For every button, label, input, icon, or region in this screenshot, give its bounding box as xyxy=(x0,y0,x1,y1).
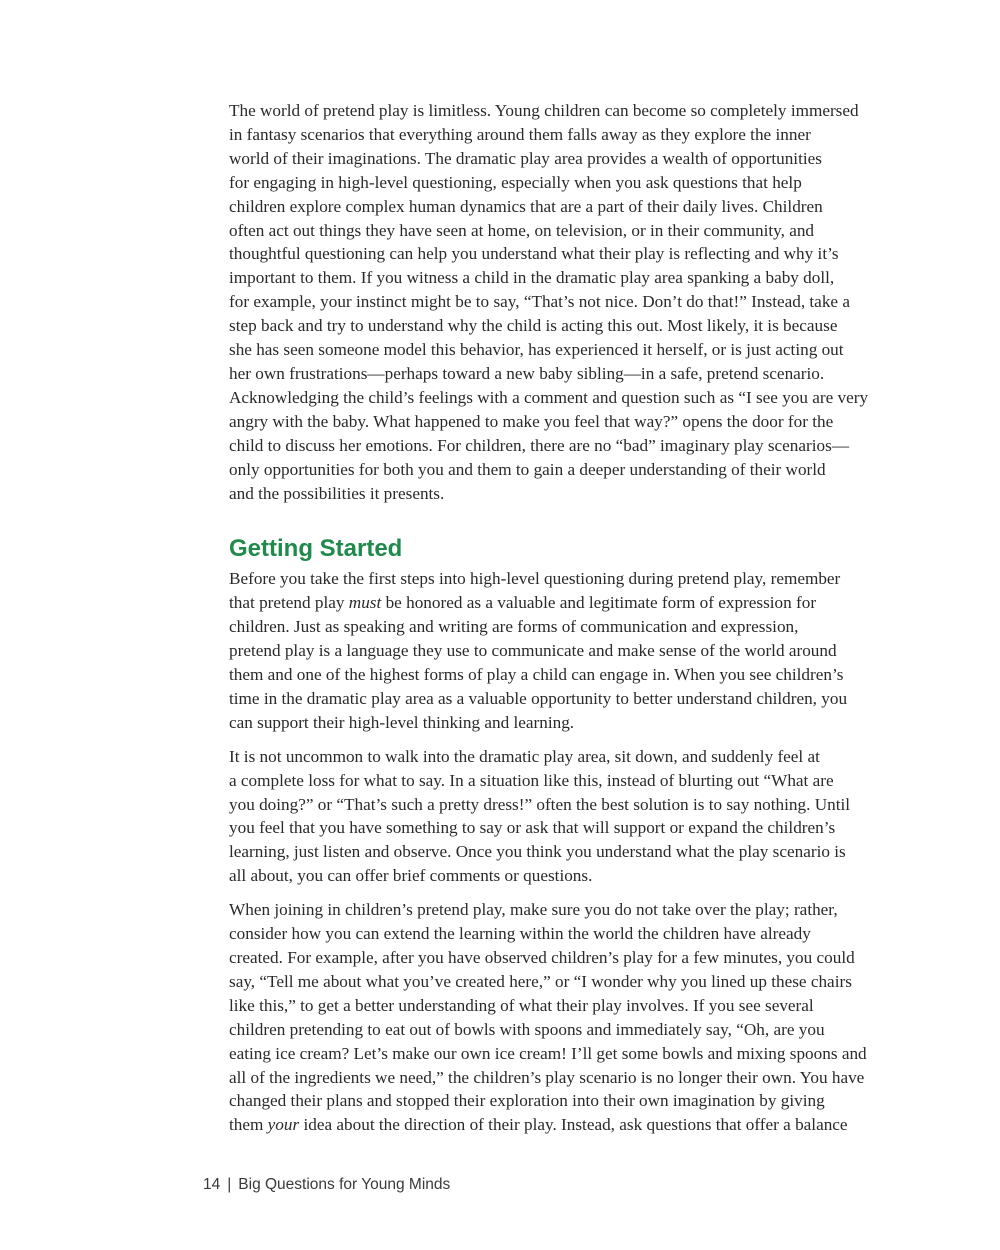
paragraph-line xyxy=(229,591,901,615)
intro-paragraph xyxy=(229,99,901,505)
section-paragraph-3 xyxy=(229,898,901,1137)
paragraph-line: like this,” to get a better understanding of what their play involves. If you see several xyxy=(229,995,814,1015)
intro-line: for engaging in high-level questioning, especially when you ask questions that help xyxy=(229,172,802,192)
intro-line: only opportunities for both you and them to gain a deeper understanding of their world xyxy=(229,459,826,479)
intro-line: important to them. If you witness a child in the dramatic play area spanking a baby doll, xyxy=(229,268,835,288)
paragraph-line: a complete loss for what to say. In a situation like this, instead of blurting out “What are xyxy=(229,770,834,790)
paragraph-line: pretend play is a language they use to communicate and make sense of the world around xyxy=(229,641,837,661)
paragraph-line: time in the dramatic play area as a valuable opportunity to better understand children, you xyxy=(229,688,848,708)
section-heading: Getting Started xyxy=(229,535,403,563)
paragraph-line: Before you take the first steps into high-level questioning during pretend play, remember xyxy=(229,569,841,589)
section-paragraph-2 xyxy=(229,745,901,888)
paragraph-line: learning, just listen and observe. Once you think you understand what the play scenario is xyxy=(229,842,846,862)
emphasis-text: your xyxy=(267,1115,300,1135)
intro-line: thoughtful questioning can help you understand what their play is reflecting and why it’s xyxy=(229,244,839,264)
paragraph-line: It is not uncommon to walk into the dramatic play area, sit down, and suddenly feel at xyxy=(229,746,820,766)
paragraph-line: eating ice cream? Let’s make our own ice cream! I’ll get some bowls and mixing spoons and xyxy=(229,1043,867,1063)
intro-line: she has seen someone model this behavior, has experienced it herself, or is just acting out xyxy=(229,340,844,360)
paragraph-line-text: idea about the direction of their play. Instead, ask questions that offer a balance xyxy=(299,1115,848,1135)
intro-line: often act out things they have seen at home, on television, or in their community, and xyxy=(229,220,815,240)
intro-line: angry with the baby. What happened to make you feel that way?” opens the door for the xyxy=(229,411,834,431)
intro-line: in fantasy scenarios that everything around them falls away as they explore the inner xyxy=(229,124,811,144)
paragraph-line: you feel that you have something to say or ask that will support or expand the children’s xyxy=(229,818,836,838)
section-paragraph-1 xyxy=(229,567,901,734)
paragraph-line: changed their plans and stopped their exploration into their own imagination by giving xyxy=(229,1091,825,1111)
paragraph-line: all about, you can offer brief comments or questions. xyxy=(229,866,593,886)
paragraph-line: children pretending to eat out of bowls with spoons and immediately say, “Oh, are you xyxy=(229,1019,825,1039)
footer-separator: | xyxy=(227,1176,232,1193)
paragraph-line: consider how you can extend the learning within the world the children have already xyxy=(229,924,811,944)
emphasis-text: must xyxy=(348,593,382,613)
paragraph-line: you doing?” or “That’s such a pretty dress!” often the best solution is to say nothing. Until xyxy=(229,794,851,814)
page-content xyxy=(229,99,901,1137)
intro-line: child to discuss her emotions. For children, there are no “bad” imaginary play scenarios— xyxy=(229,435,850,455)
page-footer xyxy=(203,1175,450,1195)
paragraph-line: children. Just as speaking and writing are forms of communication and expression, xyxy=(229,617,799,637)
intro-line: The world of pretend play is limitless. Young children can become so completely immersed xyxy=(229,101,859,120)
intro-line: her own frustrations—perhaps toward a new baby sibling—in a safe, pretend scenario. xyxy=(229,363,825,383)
intro-line: and the possibilities it presents. xyxy=(229,483,445,503)
intro-line: step back and try to understand why the child is acting this out. Most likely, it is because xyxy=(229,316,838,336)
paragraph-line xyxy=(229,1113,901,1137)
intro-line: world of their imaginations. The dramatic play area provides a wealth of opportunities xyxy=(229,148,822,168)
paragraph-line-text: be honored as a valuable and legitimate form of expression for xyxy=(381,593,817,613)
book-title: Big Questions for Young Minds xyxy=(238,1176,451,1193)
paragraph-line: say, “Tell me about what you’ve created here,” or “I wonder why you lined up these chairs xyxy=(229,971,852,991)
paragraph-line-text: that pretend play xyxy=(229,593,349,613)
intro-line: Acknowledging the child’s feelings with a comment and question such as “I see you are very xyxy=(229,387,869,407)
page-number: 14 xyxy=(203,1176,221,1193)
paragraph-line: created. For example, after you have observed children’s play for a few minutes, you could xyxy=(229,948,855,967)
paragraph-line: can support their high-level thinking and learning. xyxy=(229,712,575,732)
paragraph-line: When joining in children’s pretend play, make sure you do not take over the play; rather, xyxy=(229,900,838,920)
paragraph-line-text: them xyxy=(229,1115,268,1135)
intro-line: for example, your instinct might be to say, “That’s not nice. Don’t do that!” Instead, take a xyxy=(229,292,850,312)
paragraph-line: all of the ingredients we need,” the children’s play scenario is no longer their own. You have xyxy=(229,1067,865,1087)
intro-line: children explore complex human dynamics that are a part of their daily lives. Children xyxy=(229,196,823,216)
paragraph-line: them and one of the highest forms of play a child can engage in. When you see children’s xyxy=(229,665,844,685)
